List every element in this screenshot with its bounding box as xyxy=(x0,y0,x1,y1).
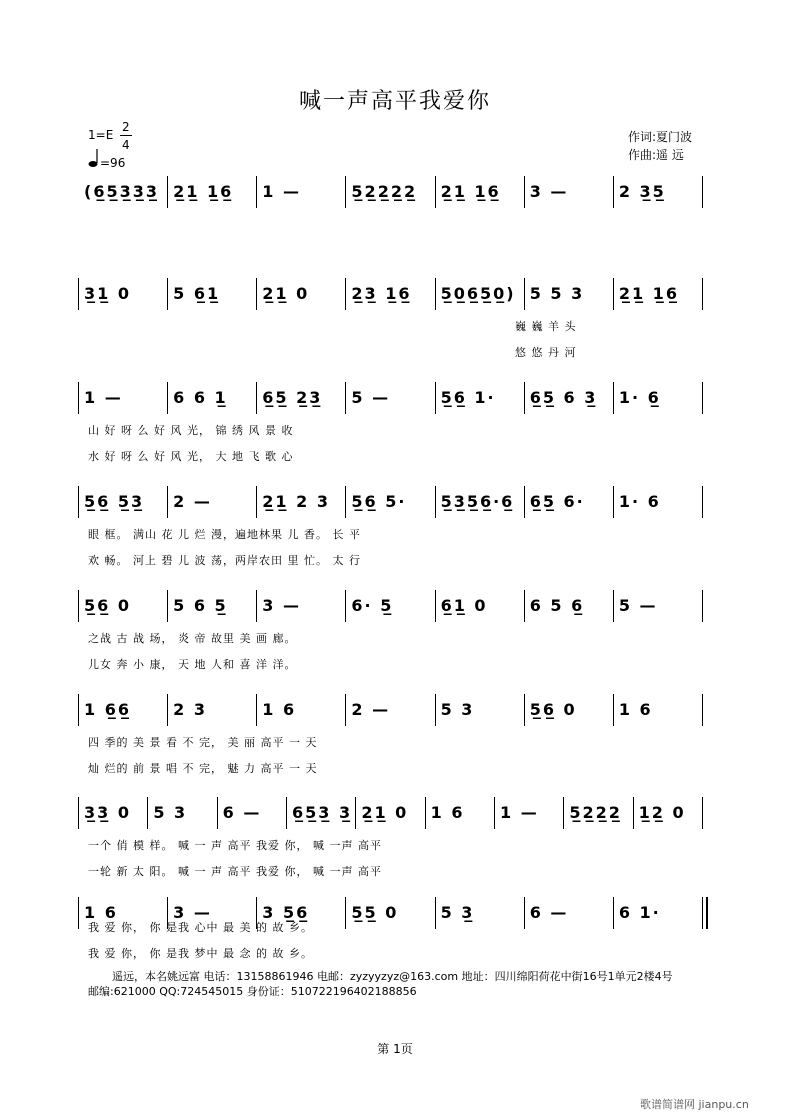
barline xyxy=(78,797,79,829)
measure: 3 — xyxy=(173,903,212,922)
measure: 1 6 xyxy=(618,700,653,719)
barline xyxy=(78,486,79,518)
key-signature: 1=E xyxy=(88,128,114,142)
barline xyxy=(78,278,79,310)
lyric-line: 一个 俏 模 样。 喊 一 声 高平 我爱 你， 喊 一声 高平 xyxy=(88,839,382,852)
barline xyxy=(78,694,79,726)
measure: 6̲5̲ 2̲3̲ xyxy=(262,388,323,407)
measure: 2̲1̲ 1̲6̲ xyxy=(440,182,501,201)
measure: 2̲1̲ 0 xyxy=(262,284,310,303)
barline xyxy=(167,694,168,726)
lyric-line: 之战 古 战 场， 炎 帝 故里 美 画 廊。 xyxy=(88,632,297,645)
barline xyxy=(524,486,525,518)
measure: 2 3̲5̲ xyxy=(618,182,666,201)
measure: 5̲0̲6̲5̲0̲) xyxy=(440,284,516,303)
barline xyxy=(435,694,436,726)
tempo: =96 xyxy=(100,156,126,170)
barline xyxy=(345,278,346,310)
measure: 5̲2̲2̲2̲2̲ xyxy=(351,182,418,201)
barline xyxy=(524,176,525,208)
measure: 6̲5̲3̲ 3̲ xyxy=(292,803,353,822)
barline xyxy=(256,382,257,414)
lyric-line: 四 季的 美 景 看 不 完， 美 丽 高平 一 天 xyxy=(88,736,318,749)
barline xyxy=(702,176,703,208)
time-sig-top: 2 xyxy=(122,120,130,134)
measure: 5 6̲1̲ xyxy=(173,284,221,303)
lyric-line: 一轮 新 太 阳。 喊 一 声 高平 我爱 你， 喊 一声 高平 xyxy=(88,865,382,878)
barline xyxy=(167,590,168,622)
barline xyxy=(147,797,148,829)
measure: 6 — xyxy=(529,903,569,922)
measure: 1 6 xyxy=(262,700,297,719)
time-sig-line xyxy=(120,135,132,136)
barline xyxy=(702,897,703,929)
measure: 3 — xyxy=(262,596,301,615)
barline xyxy=(256,694,257,726)
measure: 6 1· xyxy=(618,903,661,922)
time-sig-bottom: 4 xyxy=(122,138,130,152)
barline xyxy=(524,382,525,414)
measure: 6 — xyxy=(222,803,262,822)
lyric-line: 山 好 呀 么 好 风 光， 锦 绣 风 景 收 xyxy=(88,424,294,437)
barline xyxy=(524,278,525,310)
barline xyxy=(167,382,168,414)
measure: 5̲2̲2̲2̲ xyxy=(569,803,622,822)
lyric-line: 儿女 奔 小 康， 天 地 人和 喜 洋 洋。 xyxy=(88,658,297,671)
barline xyxy=(633,797,634,829)
lyric-line: 巍 巍 羊 头 xyxy=(515,320,577,333)
barline xyxy=(563,797,564,829)
composer: 作曲:遥 远 xyxy=(628,148,684,162)
lyric-line: 欢 畅。 河上 碧 儿 波 荡，两岸农田 里 忙。 太 行 xyxy=(88,554,361,567)
barline xyxy=(613,694,614,726)
barline xyxy=(613,897,614,929)
barline xyxy=(256,278,257,310)
barline xyxy=(702,486,703,518)
measure: 6̲1̲ 0 xyxy=(440,596,488,615)
measure: 1 — xyxy=(262,182,301,201)
barline xyxy=(256,590,257,622)
final-barline xyxy=(706,897,708,929)
barline xyxy=(435,278,436,310)
measure: (6̲5̲3̲3̲3̲ xyxy=(84,182,159,201)
barline xyxy=(702,382,703,414)
barline xyxy=(345,486,346,518)
page-number: 第 1页 xyxy=(377,1042,413,1056)
barline xyxy=(425,797,426,829)
barline xyxy=(702,694,703,726)
measure: 5 6 5̲ xyxy=(173,596,228,615)
lyric-line: 我 爱 你， 你 是我 心中 最 美 的 故 乡。 xyxy=(88,921,313,934)
song-title: 喊一声高平我爱你 xyxy=(298,89,491,114)
measure: 1· 6̲ xyxy=(618,388,661,407)
footer-id-line: 邮编:621000 QQ:724545015 身份证：510722196402188856 xyxy=(88,985,417,998)
lyricist: 作词:夏门波 xyxy=(628,130,693,144)
measure: 2 — xyxy=(351,700,391,719)
barline xyxy=(167,278,168,310)
barline xyxy=(217,797,218,829)
measure: 5 3 xyxy=(153,803,188,822)
measure: 1̲2̲ 0 xyxy=(638,803,686,822)
barline xyxy=(345,897,346,929)
barline xyxy=(345,694,346,726)
barline xyxy=(613,278,614,310)
barline xyxy=(613,176,614,208)
measure: 2 — xyxy=(173,492,212,511)
lyric-line: 灿 烂的 前 景 唱 不 完， 魅 力 高平 一 天 xyxy=(88,762,318,775)
barline xyxy=(345,382,346,414)
barline xyxy=(78,897,79,929)
measure: 2̲1̲ 0 xyxy=(361,803,409,822)
barline xyxy=(613,382,614,414)
footer-contact-line: 遥远，本名姚远富 电话：13158861946 电邮：zyzyyzyz@163.com 地址：四川绵阳荷花中街16号1单元2楼4号 xyxy=(112,970,673,983)
measure: 2̲3̲ 1̲6̲ xyxy=(351,284,412,303)
measure: 5̲6̲ 0 xyxy=(84,596,131,615)
measure: 3 — xyxy=(529,182,569,201)
measure: 3 5̲6̲ xyxy=(262,903,310,922)
measure: 3̲1̲ 0 xyxy=(84,284,131,303)
measure: 1· 6 xyxy=(618,492,661,511)
measure: 1 6 xyxy=(430,803,465,822)
barline xyxy=(286,797,287,829)
measure: 1 6 xyxy=(84,903,118,922)
lyric-line: 水 好 呀 么 好 风 光， 大 地 飞 歌 心 xyxy=(88,450,294,463)
measure: 5 — xyxy=(351,388,391,407)
barline xyxy=(435,176,436,208)
measure: 6̲5̲ 6· xyxy=(529,492,585,511)
barline xyxy=(613,590,614,622)
measure: 2 3 xyxy=(173,700,207,719)
measure: 5 3̲ xyxy=(440,903,475,922)
measure: 5̲6̲ 0 xyxy=(529,700,577,719)
measure: 5̲6̲ 5· xyxy=(351,492,407,511)
barline xyxy=(167,486,168,518)
barline xyxy=(524,590,525,622)
barline xyxy=(435,486,436,518)
measure: 2̲1̲ 1̲6̲ xyxy=(618,284,679,303)
barline xyxy=(167,176,168,208)
barline xyxy=(494,797,495,829)
measure: 6̲5̲ 6 3̲ xyxy=(529,388,598,407)
barline xyxy=(355,797,356,829)
barline xyxy=(345,590,346,622)
measure: 2̲1̲ 2 3 xyxy=(262,492,330,511)
measure: 2̲1̲ 1̲6̲ xyxy=(173,182,234,201)
measure: 5 5 3 xyxy=(529,284,585,303)
quarter-note-icon xyxy=(88,148,100,172)
measure: 5̲5̲ 0 xyxy=(351,903,399,922)
measure: 5̲6̲ 1· xyxy=(440,388,496,407)
lyric-line: 悠 悠 丹 河 xyxy=(515,346,577,359)
barline xyxy=(702,278,703,310)
barline xyxy=(435,897,436,929)
lyric-line: 眼 框。 满山 花 儿 烂 漫，遍地林果 儿 香。 长 平 xyxy=(88,528,361,541)
barline xyxy=(435,590,436,622)
barline xyxy=(613,486,614,518)
measure: 6· 5̲ xyxy=(351,596,394,615)
barline xyxy=(702,590,703,622)
measure: 1 — xyxy=(84,388,123,407)
measure: 5̲3̲5̲6̲·6̲ xyxy=(440,492,515,511)
barline xyxy=(435,382,436,414)
measure: 6 6 1̲ xyxy=(173,388,228,407)
barline xyxy=(256,486,257,518)
measure: 1 6̲6̲ xyxy=(84,700,131,719)
measure: 5̲6̲ 5̲3̲ xyxy=(84,492,145,511)
barline xyxy=(78,382,79,414)
barline xyxy=(345,176,346,208)
measure: 5 — xyxy=(618,596,658,615)
barline xyxy=(256,176,257,208)
watermark: 歌谱简谱网 jianpu.cn xyxy=(640,1098,749,1111)
barline xyxy=(78,590,79,622)
measure: 5 3 xyxy=(440,700,475,719)
lyric-line: 我 爱 你， 你 是我 梦中 最 念 的 故 乡。 xyxy=(88,947,313,960)
measure: 1 — xyxy=(500,803,539,822)
measure: 3̲3̲ 0 xyxy=(84,803,131,822)
barline xyxy=(524,897,525,929)
barline xyxy=(524,694,525,726)
measure: 6 5 6̲ xyxy=(529,596,585,615)
barline xyxy=(702,797,703,829)
